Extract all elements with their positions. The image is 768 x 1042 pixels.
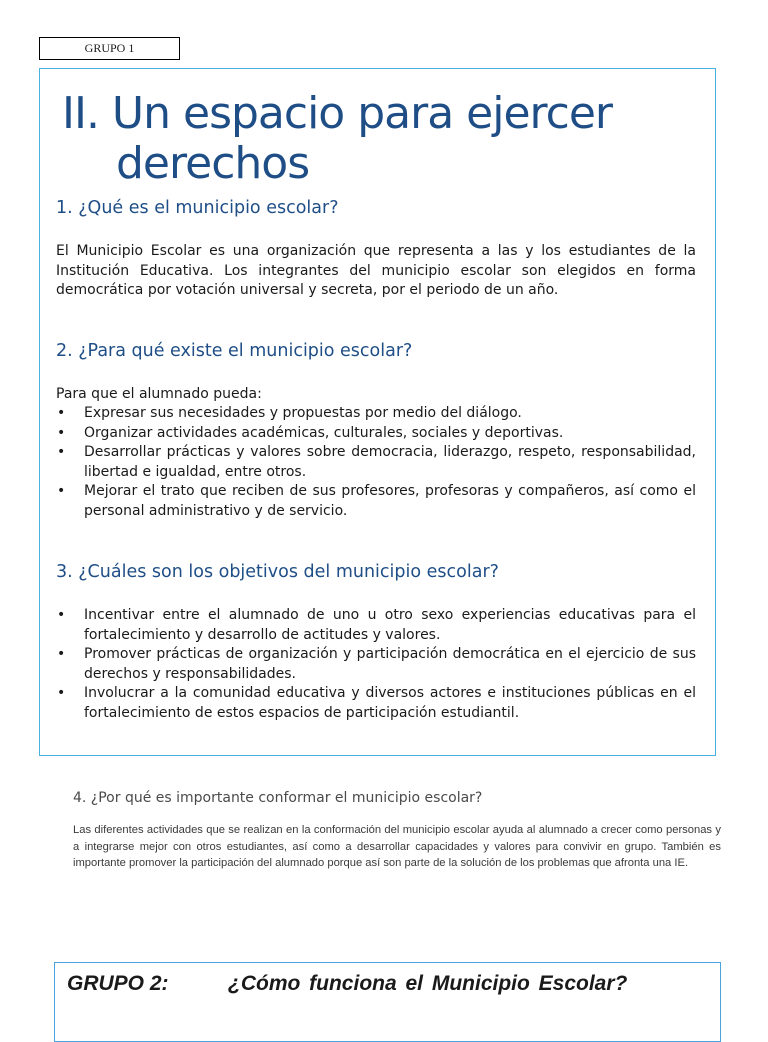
bullet-icon: • xyxy=(57,685,66,701)
list-item: • Desarrollar prácticas y valores sobre democracia, liderazgo, respeto, responsabilidad, libertad e igualdad, entre otros. xyxy=(57,444,696,480)
section-1-text: El Municipio Escolar es una organización que representa a las y los estudiantes de la Institución Educativa. Los integrantes del municipio escolar son elegidos en forma democrática por votación universal y secreta, por el periodo de un año. xyxy=(56,243,696,298)
section-1-heading: 1. ¿Qué es el municipio escolar? xyxy=(56,198,339,218)
list-item: • Mejorar el trato que reciben de sus profesores, profesoras y compañeros, así como el personal administrativo y de servicio. xyxy=(57,483,696,519)
bullet-icon: • xyxy=(57,607,66,623)
bullet-icon: • xyxy=(57,424,66,441)
list-item: • Involucrar a la comunidad educativa y diversos actores e instituciones públicas en el fortalecimiento de estos espacios de participación estudiantil. xyxy=(57,685,696,721)
page-title xyxy=(62,89,702,189)
list-item: • Expresar sus necesidades y propuestas por medio del diálogo. xyxy=(56,404,696,424)
section-2-heading: 2. ¿Para qué existe el municipio escolar? xyxy=(56,341,413,361)
section-3-heading: 3. ¿Cuáles son los objetivos del municipio escolar? xyxy=(56,562,499,582)
grupo-1-label: GRUPO 1 xyxy=(39,37,180,60)
bullet-icon: • xyxy=(57,444,66,460)
list-item: • Promover prácticas de organización y participación democrática en el ejercicio de sus derechos y responsabilidades. xyxy=(57,646,696,682)
section-4-text: Las diferentes actividades que se realizan en la conformación del municipio escolar ayuda al alumnado a crecer como personas y a integrarse mejor con otros estudiantes, así como a desarrollar capacidades y valores para convivir en grupo. También es importante promover la participación del alumnado porque así son parte de la solución de los problemas que afronta una IE. xyxy=(73,824,721,869)
section-3-list xyxy=(56,606,696,723)
section-2-intro: Para que el alumnado pueda: xyxy=(56,386,262,402)
grupo-2-question: ¿Cómo funciona el Municipio Escolar? xyxy=(228,972,628,995)
section-4-heading: 4. ¿Por qué es importante conformar el municipio escolar? xyxy=(73,790,483,806)
section-2-list xyxy=(56,404,696,521)
list-item: • Incentivar entre el alumnado de uno u otro sexo experiencias educativas para el fortalecimiento y desarrollo de actitudes y valores. xyxy=(57,607,696,643)
bullet-icon: • xyxy=(57,646,66,662)
list-item: • Organizar actividades académicas, culturales, sociales y deportivas. xyxy=(56,424,696,444)
grupo-2-label: GRUPO 2: xyxy=(67,972,169,995)
bullet-icon: • xyxy=(57,483,66,499)
title-line-2: derechos xyxy=(116,138,310,189)
title-line-1: II. Un espacio para ejercer xyxy=(62,88,612,139)
bullet-icon: • xyxy=(57,405,66,421)
